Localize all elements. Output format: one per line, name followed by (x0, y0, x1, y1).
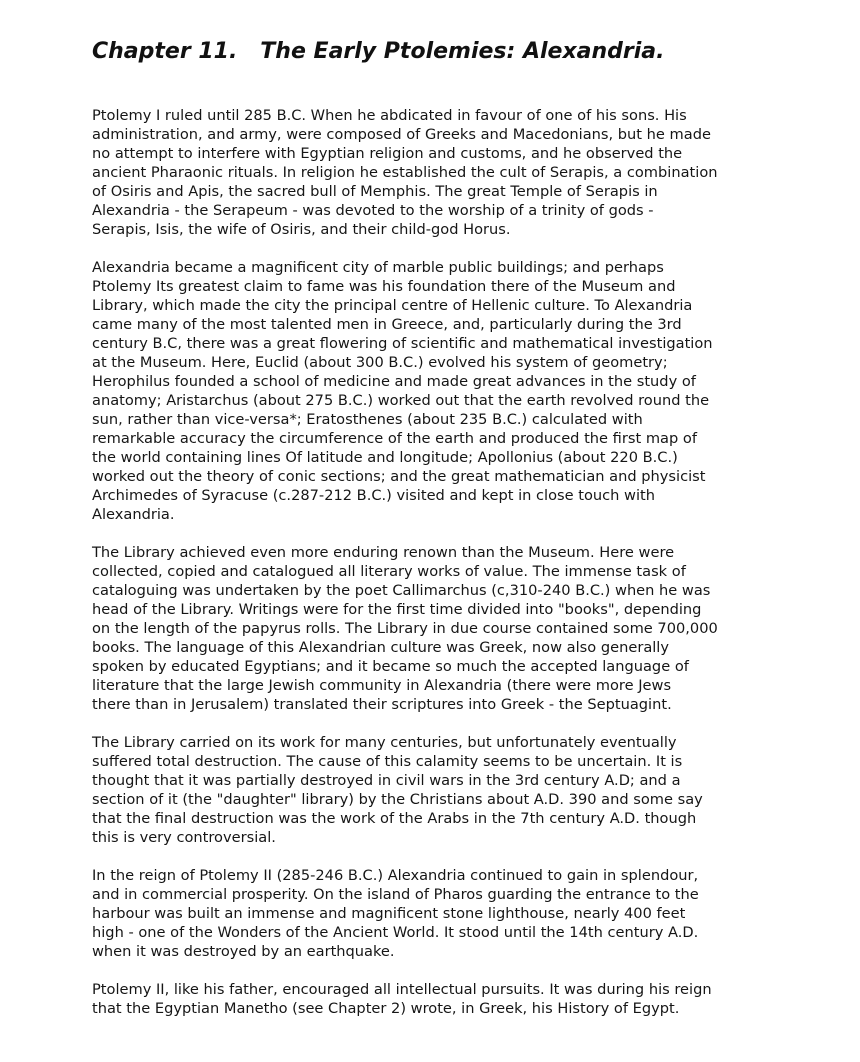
text-line: harbour was built an immense and magnificent stone lighthouse, nearly 400 feet (92, 905, 686, 922)
text-line: Alexandria. (92, 506, 175, 523)
text-line: administration, and army, were composed of Greeks and Macedonians, but he made (92, 126, 711, 143)
text-line: literature that the large Jewish community in Alexandria (there were more Jews (92, 677, 672, 694)
text-line: remarkable accuracy the circumference of the earth and produced the first map of (92, 430, 697, 447)
text-line: Ptolemy I ruled until 285 B.C. When he abdicated in favour of one of his sons. His (92, 107, 687, 124)
text-line: suffered total destruction. The cause of this calamity seems to be uncertain. It is (92, 753, 683, 770)
text-line: when it was destroyed by an earthquake. (92, 943, 395, 960)
text-line: section of it (the "daughter" library) by the Christians about A.D. 390 and some say (92, 791, 703, 808)
text-line: worked out the theory of conic sections; and the great mathematician and physicist (92, 468, 706, 485)
text-line: ancient Pharaonic rituals. In religion he established the cult of Serapis, a combination (92, 164, 718, 181)
paragraph-2 (92, 258, 782, 524)
text-line: Herophilus founded a school of medicine and made great advances in the study of (92, 373, 696, 390)
text-line: thought that it was partially destroyed in civil wars in the 3rd century A.D; and a (92, 772, 681, 789)
text-line: that the Egyptian Manetho (see Chapter 2) wrote, in Greek, his History of Egypt. (92, 1000, 680, 1017)
text-line: spoken by educated Egyptians; and it became so much the accepted language of (92, 658, 689, 675)
text-line: at the Museum. Here, Euclid (about 300 B.C.) evolved his system of geometry; (92, 354, 668, 371)
document-body (92, 106, 782, 1037)
text-line: Library, which made the city the principal centre of Hellenic culture. To Alexandria (92, 297, 693, 314)
text-line: The Library achieved even more enduring renown than the Museum. Here were (92, 544, 675, 561)
text-line: this is very controversial. (92, 829, 276, 846)
text-line: of Osiris and Apis, the sacred bull of Memphis. The great Temple of Serapis in (92, 183, 658, 200)
text-line: came many of the most talented men in Greece, and, particularly during the 3rd (92, 316, 682, 333)
text-line: head of the Library. Writings were for the first time divided into "books", depending (92, 601, 702, 618)
text-line: books. The language of this Alexandrian culture was Greek, now also generally (92, 639, 670, 656)
text-line: sun, rather than vice-versa*; Eratosthenes (about 235 B.C.) calculated with (92, 411, 643, 428)
text-line: cataloguing was undertaken by the poet Callimarchus (c,310-240 B.C.) when he was (92, 582, 711, 599)
text-line: In the reign of Ptolemy II (285-246 B.C.) Alexandria continued to gain in splendour, (92, 867, 699, 884)
text-line: Ptolemy Its greatest claim to fame was his foundation there of the Museum and (92, 278, 676, 295)
text-line: Serapis, Isis, the wife of Osiris, and their child-god Horus. (92, 221, 511, 238)
paragraph-5 (92, 866, 782, 961)
text-line: the world containing lines Of latitude and longitude; Apollonius (about 220 B.C.) (92, 449, 678, 466)
text-line: Alexandria - the Serapeum - was devoted to the worship of a trinity of gods - (92, 202, 654, 219)
paragraph-6 (92, 980, 782, 1018)
paragraph-1 (92, 106, 782, 239)
paragraph-4 (92, 733, 782, 847)
text-line: that the final destruction was the work of the Arabs in the 7th century A.D. though (92, 810, 697, 827)
text-line: collected, copied and catalogued all literary works of value. The immense task of (92, 563, 686, 580)
text-line: no attempt to interfere with Egyptian religion and customs, and he observed the (92, 145, 683, 162)
text-line: Alexandria became a magnificent city of marble public buildings; and perhaps (92, 259, 664, 276)
text-line: high - one of the Wonders of the Ancient World. It stood until the 14th century A.D. (92, 924, 699, 941)
text-line: century B.C, there was a great flowering of scientific and mathematical investigation (92, 335, 713, 352)
text-line: Ptolemy II, like his father, encouraged all intellectual pursuits. It was during his reign (92, 981, 712, 998)
text-line: and in commercial prosperity. On the island of Pharos guarding the entrance to the (92, 886, 699, 903)
text-line: anatomy; Aristarchus (about 275 B.C.) worked out that the earth revolved round the (92, 392, 710, 409)
chapter-title: Chapter 11. The Early Ptolemies: Alexandria. (92, 39, 665, 64)
paragraph-3 (92, 543, 782, 714)
text-line: on the length of the papyrus rolls. The Library in due course contained some 700,000 (92, 620, 718, 637)
text-line: Archimedes of Syracuse (c.287-212 B.C.) visited and kept in close touch with (92, 487, 656, 504)
text-line: there than in Jerusalem) translated their scriptures into Greek - the Septuagint. (92, 696, 672, 713)
text-line: The Library carried on its work for many centuries, but unfortunately eventually (92, 734, 677, 751)
